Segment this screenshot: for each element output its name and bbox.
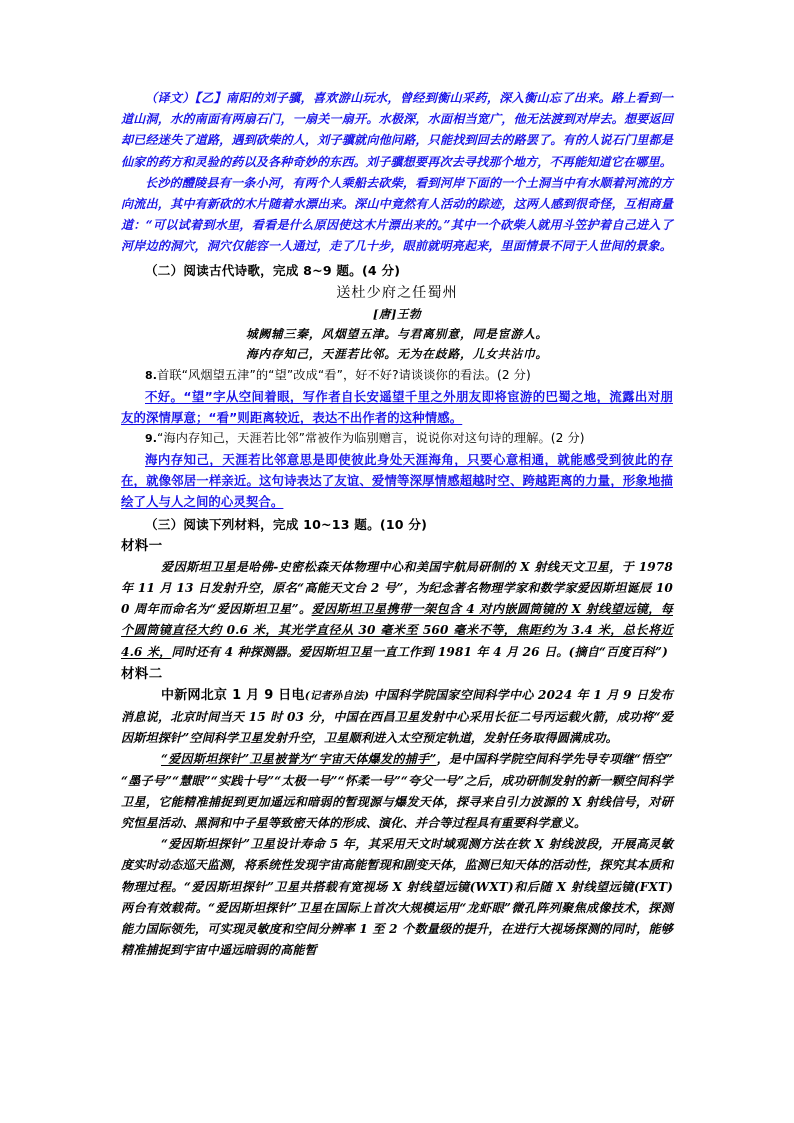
material-two-underlined-excerpt: “爱因斯坦探针”卫星被誉为“宇宙天体爆发的捕手” [161,752,437,767]
material-two-paragraph-2-text: ，是中国科学院空间科学先导专项继“悟空”“墨子号”“慧眼”“实践十号”“太极一号”“怀柔一号”“夸父一号”之后，成功研制发射的新一颗空间科学卫星，它能精准捕捉到更加遥远和暗弱的暂现源与爆发天体，探寻来自引力波源的 X 射线信号，对研究恒星活动、黑洞和中子星等致密天体的形成、演化、并合等过程具有重要科学意义。 [121,752,673,831]
question-8-answer[interactable]: 不好。“望”字从空间着眼，写作者自长安遥望千里之外朋友即将宦游的巴蜀之地，流露出对朋友的深情厚意；“看”则距离较近，表达不出作者的这种情感。 [121,388,673,425]
material-two-paragraph-1-text: 中国科学院国家空间科学中心 2024 年 1 月 9 日发布消息说，北京时间当天 15 时 03 分，中国在西昌卫星发射中心采用长征二号丙运载火箭，成功将“爱因斯坦探针”空间科学卫星发射升空，卫星顺利进入太空预定轨道，发射任务取得圆满成功。 [121,687,673,746]
material-two-label: 材料二 [121,666,163,682]
material-two-paragraph-3: “爱因斯坦探针”卫星设计寿命 5 年，其采用天文时域观测方法在软 X 射线波段，开展高灵敏度实时动态巡天监测，将系统性发现宇宙高能暂现和剧变天体，监测已知天体的活动性，探究其本质和物理过程。“爱因斯坦探针”卫星共搭载有宽视场 X 射线望远镜(WXT)和后随 X 射线望远镜(FXT) 两台有效载荷。“爱因斯坦探针”卫星在国际上首次大规模运用“龙虾眼”微孔阵列聚焦成像技术，探测能力国际领先，可实现灵敏度和空间分辨率 1 至 2 个数量级的提升，在进行大视场探测的同时，能够精准捕捉到宇宙中遥远暗弱的高能暂 [121,837,686,958]
poem-title: 送杜少府之任蜀州 [336,284,458,301]
material-two-paragraph-1 [121,685,673,750]
question-8-number: 8. [145,368,158,382]
question-9-answer[interactable]: 海内存知己，天涯若比邻意思是即使彼此身处天涯海角，只要心意相通，就能感受到彼此的存在，就像邻居一样亲近。这句诗表达了友谊、爱情等深厚情感超越时空、跨越距离的力量，形象地描绘了人与人之间的心灵契合。 [121,451,673,509]
section-three [121,515,686,962]
material-one-label: 材料一 [121,538,163,554]
question-8-text: 首联“风烟望五津”的“望”改成“看”，好不好?请谈谈你的看法。(2 分) [157,367,531,382]
material-two-paragraph-2 [121,749,673,834]
poem-line-2: 海内存知己，天涯若比邻。无为在歧路，儿女共沾巾。 [245,347,549,362]
material-one-body [121,557,673,663]
material-one-text-after: 同时还有 4 种探测器。爱因斯坦卫星一直工作到 1981 年 4 月 26 日。(摘自“百度百科”) [171,644,669,659]
material-one-underlined-excerpt: 爱因斯坦卫星携带一架包含 4 对内嵌圆筒镜的 X 射线望远镜，每个圆筒镜直径大约 0.6 米，其光学直径从 30 毫米至 560 毫米不等，焦距约为 3.4 米，总长将近 4.6 米， [121,602,673,659]
poem-author: [唐]王勃 [372,306,422,321]
question-8-prompt [121,365,673,386]
question-9-prompt [121,428,673,449]
section-three-heading: （三）阅读下列材料，完成 10~13 题。(10 分) [145,516,428,532]
question-9-number: 9. [145,431,158,445]
translation-block [121,88,673,258]
section-two [121,261,673,512]
translation-paragraph-2: 长沙的醴陵县有一条小河，有两个人乘船去砍柴，看到河岸下面的一个土洞当中有水顺着河流的方向流出，其中有新砍的木片随着水漂出来。深山中竟然有人活动的踪迹，这两人感到很奇怪，互相商量道：“可以试着到水里，看看是什么原因使这木片漂出来的。”其中一个砍柴人就用斗笠护着自己进入了河岸边的洞穴，洞穴仅能容一人通过，走了几十步，眼前就明亮起来，里面情景不同于人世间的景象。 [121,175,673,254]
material-one-text-before: 爱因斯坦卫星是哈佛-史密松森天体物理中心和美国宇航局研制的 X 射线天文卫星，于 1978 年 11 月 13 日发射升空，原名“高能天文台 2 号”，为纪念著名物理学家和数学家爱因斯坦诞辰 100 周年而命名为“爱因斯坦卫星”。 [121,559,673,617]
poem-line-1: 城阙辅三秦，风烟望五津。与君离别意，同是宦游人。 [245,326,549,341]
section-two-heading: （二）阅读古代诗歌，完成 8~9 题。(4 分) [145,262,401,278]
news-dateline: 中新网北京 1 月 9 日电 [161,687,305,703]
news-reporter-byline: (记者孙自法) [304,689,370,702]
question-9-text: “海内存知己，天涯若比邻”常被作为临别赠言，说说你对这句诗的理解。(2 分) [157,430,585,445]
translation-paragraph-1: （译文）【乙】南阳的刘子骥，喜欢游山玩水，曾经到衡山采药，深入衡山忘了出来。路上看到一道山洞，水的南面有两扇石门，一扇关一扇开。水极深，水面相当宽广，他无法渡到对岸去。想要返回却已经迷失了道路，遇到砍柴的人，刘子骥就向他问路，只能找到回去的路罢了。有的人说石门里都是仙家的药方和灵验的药以及各种奇妙的东西。刘子骥想要再次去寻找那个地方，不再能知道它在哪里。 [121,91,673,169]
